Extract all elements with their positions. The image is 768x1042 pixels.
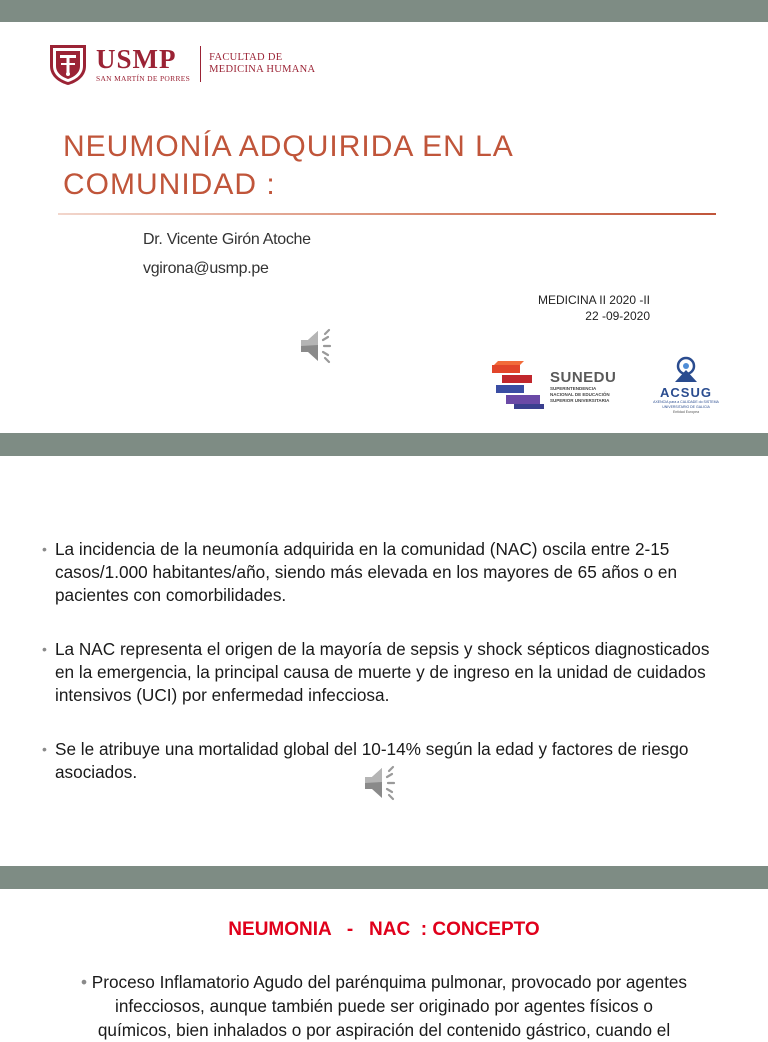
slide-concept — [0, 889, 768, 1040]
sunedu-blocks-icon — [490, 361, 546, 411]
acsug-name: ACSUG — [660, 385, 712, 400]
sunedu-subtitle — [550, 386, 640, 404]
usmp-logo — [46, 42, 315, 86]
acsug-emblem-icon — [671, 356, 701, 382]
bullet-dot: • — [80, 972, 92, 992]
sunedu-name: SUNEDU — [550, 368, 617, 386]
logo-divider — [200, 46, 201, 82]
acsug-logo — [643, 356, 729, 415]
bullet-item: • Se le atribuye una mortalidad global del 10-14% según la edad y factores de riesgo asociados. — [42, 738, 732, 784]
usmp-name: USMP — [96, 44, 177, 74]
speaker-icon[interactable] — [298, 327, 340, 365]
concept-line-2: infecciosos, aunque también puede ser originado por agentes físicos o — [115, 996, 653, 1016]
course-name: MEDICINA II 2020 -II — [537, 293, 650, 307]
concept-title: NEUMONIA - NAC : CONCEPTO — [228, 919, 540, 940]
slide-title — [0, 22, 768, 433]
top-band — [0, 0, 768, 22]
bullet-item: • La NAC representa el origen de la mayoría de sepsis y shock sépticos diagnosticados en la emergencia, la principal causa de muerte y de ingreso en la unidad de cuidados intensivos (UCI) por enfermedad infecciosa. — [42, 638, 732, 707]
divider-band-1 — [0, 433, 768, 456]
sunedu-sub-2: NACIONAL DE EDUCACIÓN — [550, 391, 610, 397]
acsug-subtitle-2: Entidad Europea — [672, 410, 700, 414]
title-underline — [58, 213, 716, 215]
concept-line-1: Proceso Inflamatorio Agudo del parénquima pulmonar, provocado por agentes — [91, 972, 688, 992]
faculty-line-2: MEDICINA HUMANA — [209, 64, 316, 75]
usmp-crest-icon — [46, 42, 90, 86]
sunedu-logo — [490, 361, 640, 411]
slide-incidence — [0, 456, 768, 866]
slide-title-text — [63, 128, 703, 204]
author-email: vgirona@usmp.pe — [143, 260, 269, 277]
author-name: Dr. Vicente Girón Atoche — [143, 231, 311, 248]
speaker-icon[interactable] — [362, 764, 404, 802]
author-block — [143, 225, 311, 283]
title-line-2: COMUNIDAD : — [63, 168, 276, 201]
title-line-1: NEUMONÍA ADQUIRIDA EN LA — [63, 130, 514, 163]
faculty-line-1: FACULTAD DE — [209, 52, 283, 63]
bullet-item: • La incidencia de la neumonía adquirida en la comunidad (NAC) oscila entre 2-15 casos/1.000 habitantes/año, siendo más elevada en los mayores de 65 años o en pacientes con comorbilidades. — [42, 538, 732, 607]
course-info — [538, 292, 650, 324]
divider-band-2 — [0, 866, 768, 889]
sunedu-sub-3: SUPERIOR UNIVERSITARIA — [550, 397, 610, 403]
concept-body — [40, 970, 728, 1042]
acsug-subtitle: AXENCIA para a CALIDADE do SISTEMA UNIVERSITARIO DE GALICIA — [653, 400, 719, 409]
usmp-subtitle: SAN MARTÍN DE PORRES — [96, 74, 191, 83]
faculty-name — [209, 52, 315, 76]
sunedu-sub-1: SUPERINTENDENCIA — [550, 385, 597, 391]
course-date: 22 -09-2020 — [585, 309, 650, 323]
concept-line-3: químicos, bien inhalados o por aspiración del contenido gástrico, cuando el — [97, 1020, 671, 1040]
